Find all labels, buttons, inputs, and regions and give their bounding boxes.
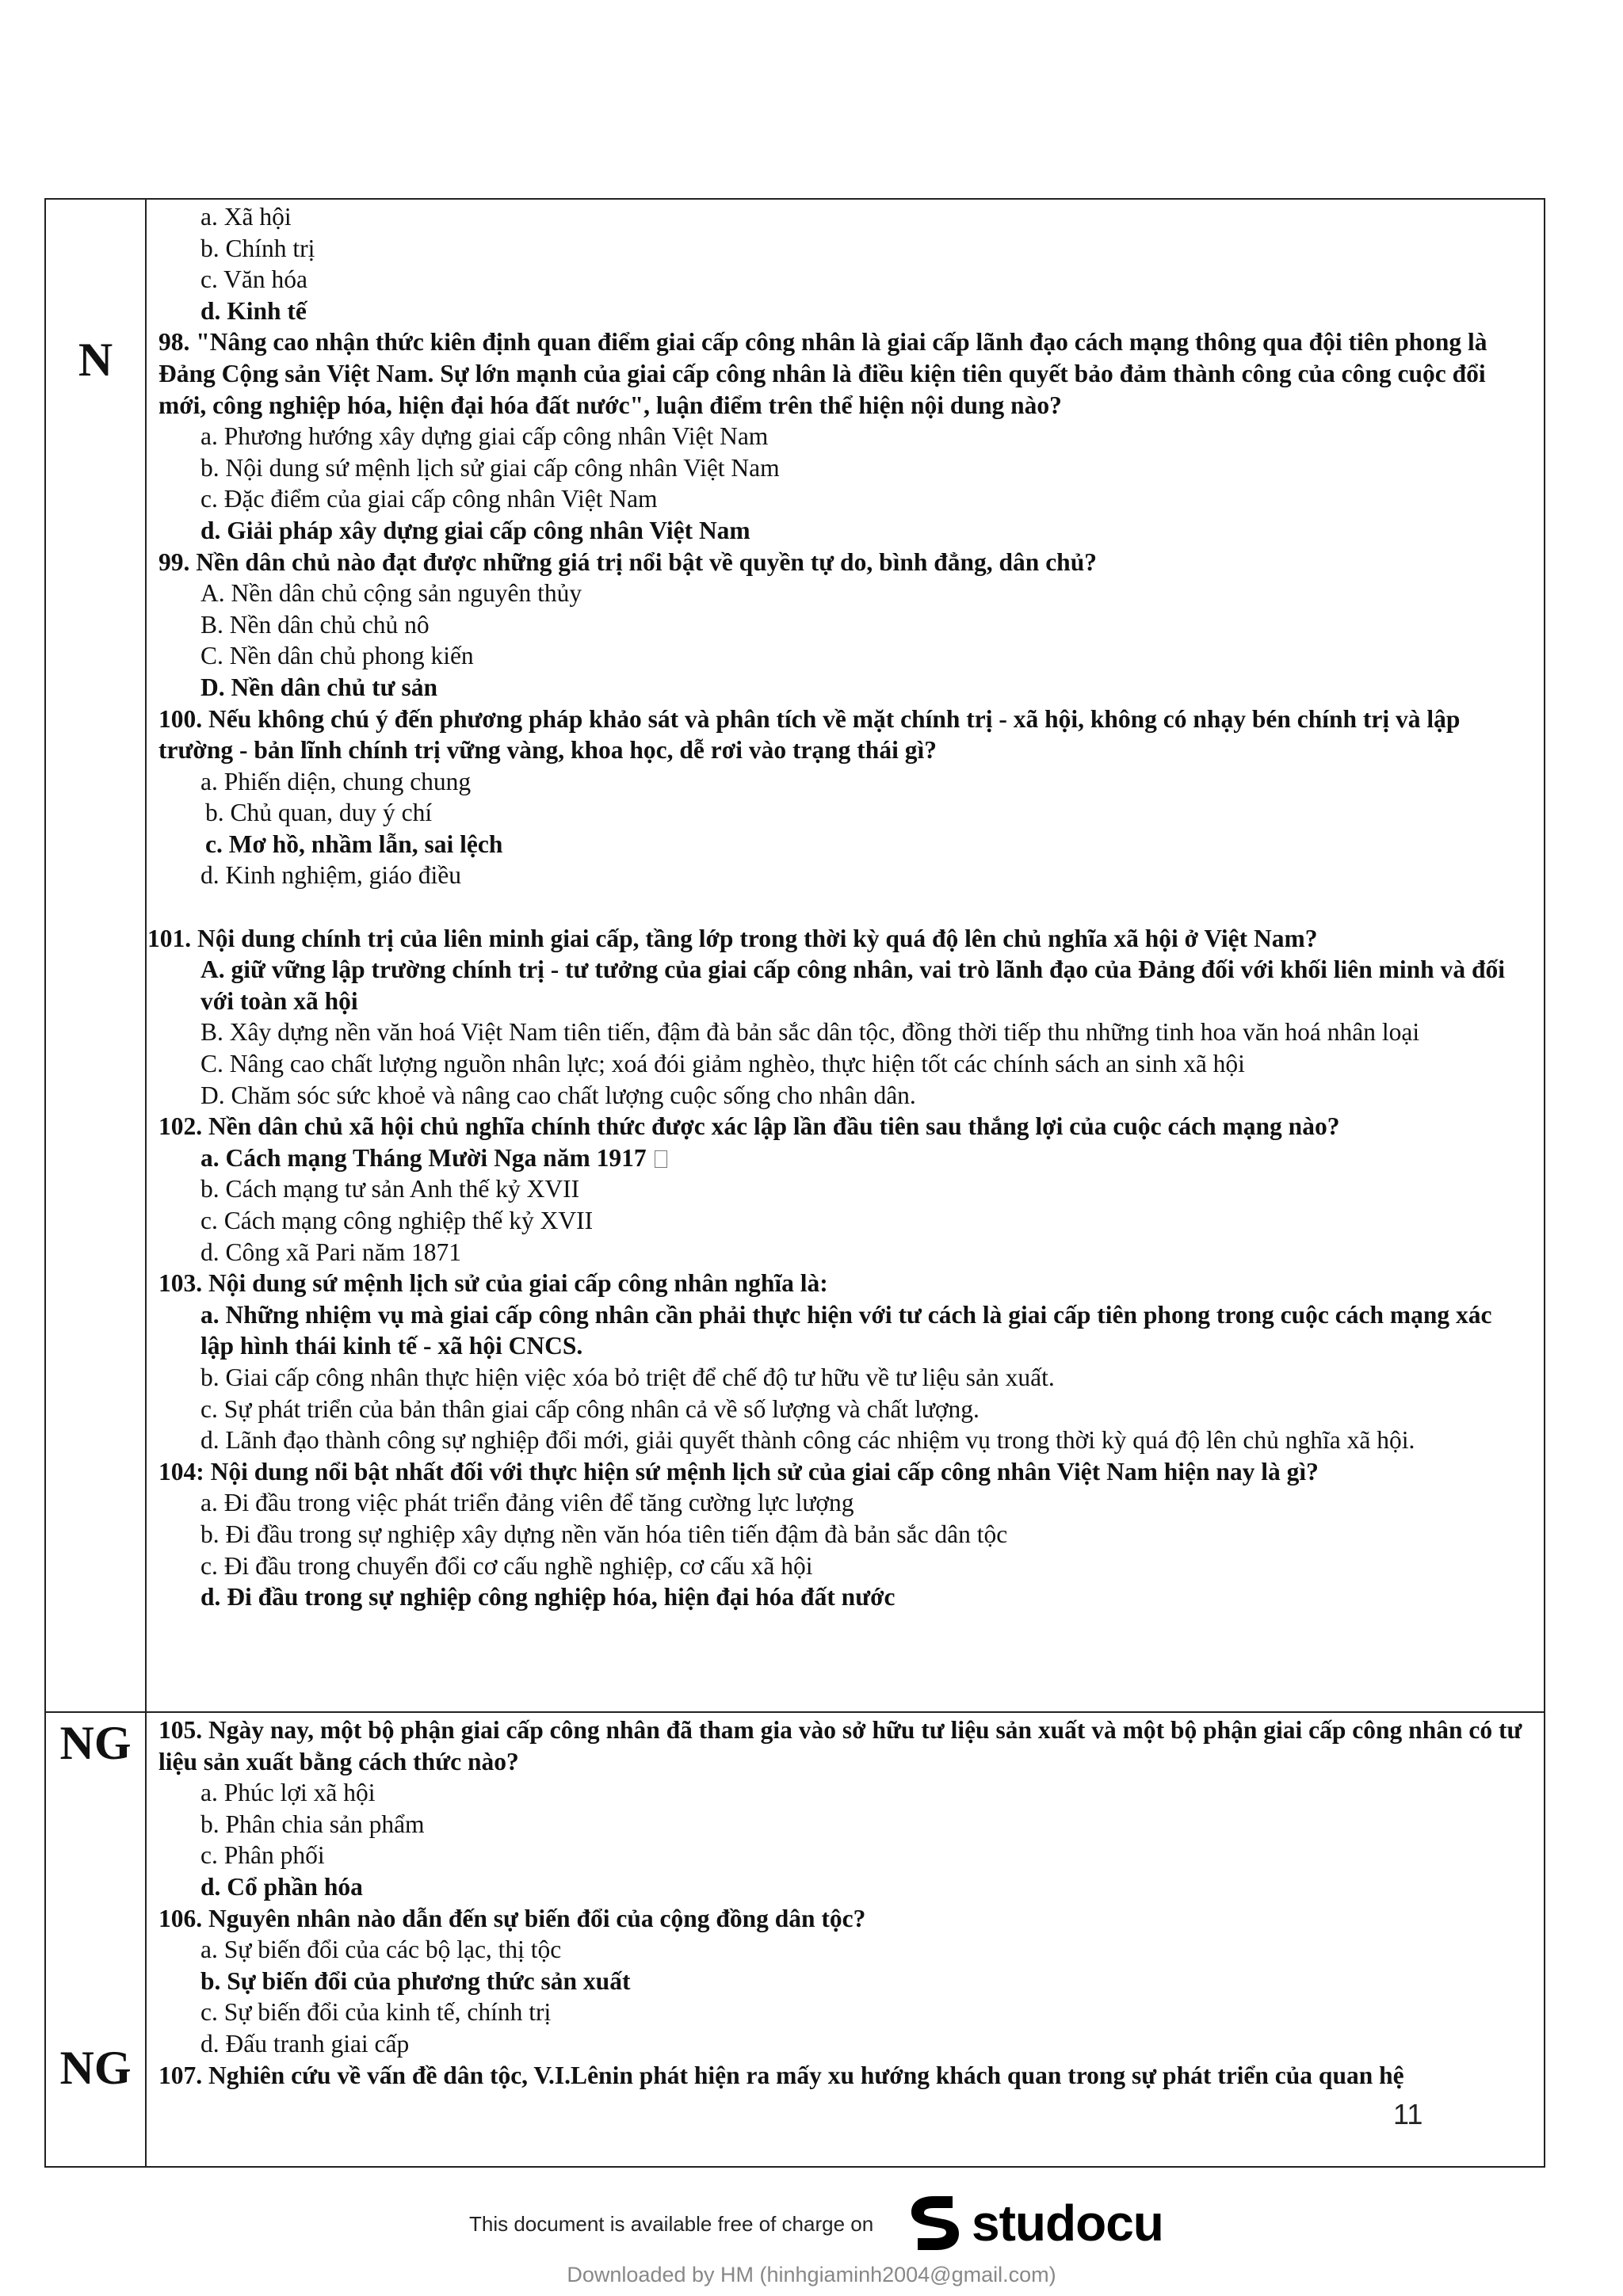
question-text bbox=[158, 1456, 1529, 1488]
line-text: C. Nâng cao chất lượng nguồn nhân lực; xoá đói giảm nghèo, thực hiện tốt các chính sách an sinh xã hội bbox=[200, 1050, 1245, 1078]
line-text: b. Nội dung sứ mệnh lịch sử giai cấp công nhân Việt Nam bbox=[200, 453, 780, 482]
line-text: d. Kinh tế bbox=[200, 296, 307, 325]
line-text: a. Đi đầu trong việc phát triển đảng viên để tăng cường lực lượng bbox=[200, 1489, 854, 1517]
answer-option bbox=[158, 797, 1529, 829]
answer-option bbox=[158, 483, 1529, 515]
line-text: c. Mơ hồ, nhầm lẫn, sai lệch bbox=[205, 830, 503, 858]
line-text: B. Nền dân chủ chủ nô bbox=[200, 610, 430, 639]
question-text bbox=[158, 704, 1529, 766]
row-label-2b: NG bbox=[59, 2042, 132, 2094]
answer-option bbox=[158, 1519, 1529, 1550]
answer-option bbox=[158, 1142, 1529, 1174]
answer-option bbox=[158, 1487, 1529, 1519]
line-text: c. Cách mạng công nghiệp thế kỷ XVII bbox=[200, 1207, 594, 1234]
line-text: D. Chăm sóc sức khoẻ và nâng cao chất lượng cuộc sống cho nhân dân. bbox=[200, 1081, 916, 1109]
row-label-1: N bbox=[78, 334, 113, 386]
line-text: 99. Nền dân chủ nào đạt được những giá trị nổi bật về quyền tự do, bình đẳng, dân chủ? bbox=[158, 547, 1097, 576]
line-text: d. Công xã Pari năm 1871 bbox=[200, 1238, 461, 1266]
answer-option bbox=[158, 1777, 1529, 1809]
line-text: a. Sự biến đổi của các bộ lạc, thị tộc bbox=[200, 1936, 562, 1964]
line-text: b. Phân chia sản phẩm bbox=[200, 1810, 425, 1838]
line-text: d. Lãnh đạo thành công sự nghiệp đổi mới, giải quyết thành công các nhiệm vụ trong thời kỳ quá độ lên chủ nghĩa xã hội. bbox=[200, 1426, 1415, 1455]
line-text: c. Văn hóa bbox=[200, 265, 307, 294]
line-text: 103. Nội dung sứ mệnh lịch sử của giai cấp công nhân nghĩa là: bbox=[158, 1269, 828, 1298]
line-text: 101. Nội dung chính trị của liên minh giai cấp, tầng lớp trong thời kỳ quá độ lên chủ nghĩa xã hội ở Việt Nam? bbox=[147, 924, 1318, 952]
line-text: 105. Ngày nay, một bộ phận giai cấp công nhân đã tham gia vào sở hữu tư liệu sản xuất và một bộ phận giai cấp công nhân có tư liệu sản xuất bằng cách thức nào? bbox=[158, 1716, 1522, 1775]
question-text bbox=[158, 2060, 1529, 2092]
line-text: A. Nền dân chủ cộng sản nguyên thủy bbox=[200, 579, 582, 608]
page-number: 11 bbox=[1393, 2098, 1423, 2130]
section-2-content bbox=[158, 1714, 1529, 2091]
line-text: a. Phương hướng xây dựng giai cấp công nhân Việt Nam bbox=[200, 422, 769, 451]
line-text: b. Đi đầu trong sự nghiệp xây dựng nền văn hóa tiên tiến đậm đà bản sắc dân tộc bbox=[200, 1520, 1008, 1548]
line-text: a. Xã hội bbox=[200, 203, 292, 231]
answer-option bbox=[158, 264, 1529, 296]
answer-option bbox=[158, 1048, 1529, 1080]
line-text: b. Chính trị bbox=[200, 234, 315, 262]
line-text: c. Đi đầu trong chuyển đổi cơ cấu nghề nghiệp, cơ cấu xã hội bbox=[200, 1551, 813, 1580]
line-text: b. Chủ quan, duy ý chí bbox=[205, 799, 433, 827]
question-text bbox=[158, 1903, 1529, 1935]
question-text bbox=[158, 1714, 1529, 1777]
line-text: d. Giải pháp xây dựng giai cấp công nhân Việt Nam bbox=[200, 516, 750, 544]
content-table bbox=[44, 198, 1545, 2168]
row-label-2: NG bbox=[59, 1717, 132, 1769]
answer-option bbox=[158, 1237, 1529, 1268]
line-text: A. giữ vững lập trường chính trị - tư tưởng của giai cấp công nhân, vai trò lãnh đạo của Đảng đối với khối liên minh và đối với toàn xã hội bbox=[200, 955, 1505, 1015]
column-divider bbox=[145, 200, 147, 2166]
line-text: 98. "Nâng cao nhận thức kiên định quan điểm giai cấp công nhân là giai cấp lãnh đạo cách mạng thông qua đội tiên phong là Đảng Cộng sản Việt Nam. Sự lớn mạnh của giai cấp công nhân là điều kiện tiên quyết bảo đảm thành công của công cuộc đổi mới, công nghiệp hóa, hiện đại hóa đất nước", luận điểm trên thể hiện nội dung nào? bbox=[158, 328, 1487, 419]
answer-option bbox=[158, 860, 1529, 891]
line-text: 107. Nghiên cứu về vấn đề dân tộc, V.I.Lênin phát hiện ra mấy xu hướng khách quan trong sự phát triển của quan hệ bbox=[158, 2061, 1404, 2089]
line-text: 100. Nếu không chú ý đến phương pháp khảo sát và phân tích về mặt chính trị - xã hội, không có nhạy bén chính trị và lập trường - bản lĩnh chính trị vững vàng, khoa học, dễ rơi vào trạng thái gì? bbox=[158, 704, 1461, 765]
answer-option bbox=[158, 1299, 1529, 1362]
line-text: d. Kinh nghiệm, giáo điều bbox=[200, 861, 461, 890]
answer-option bbox=[158, 2028, 1529, 2060]
answer-option bbox=[158, 1934, 1529, 1966]
answer-option bbox=[158, 1362, 1529, 1394]
answer-option bbox=[158, 640, 1529, 672]
answer-option bbox=[158, 954, 1529, 1016]
question-text bbox=[158, 547, 1529, 578]
line-text: d. Đấu tranh giai cấp bbox=[200, 2029, 410, 2058]
line-text: d. Cổ phần hóa bbox=[200, 1872, 363, 1901]
question-text bbox=[158, 1268, 1529, 1299]
line-text: b. Giai cấp công nhân thực hiện việc xóa bỏ triệt để chế độ tư hữu về tư liệu sản xuất. bbox=[200, 1363, 1055, 1391]
answer-option bbox=[158, 1966, 1529, 1997]
line-text: D. Nền dân chủ tư sản bbox=[200, 673, 437, 701]
line-text: a. Cách mạng Tháng Mười Nga năm 1917 bbox=[200, 1143, 647, 1172]
line-text: 104: Nội dung nổi bật nhất đối với thực hiện sứ mệnh lịch sử của giai cấp công nhân Việt Nam hiện nay là gì? bbox=[158, 1457, 1319, 1486]
row-divider bbox=[46, 1711, 1544, 1713]
line-text: a. Những nhiệm vụ mà giai cấp công nhân cần phải thực hiện với tư cách là giai cấp tiên phong trong cuộc cách mạng xác lập hình thái kinh tế - xã hội CNCS. bbox=[200, 1300, 1492, 1360]
line-text: 106. Nguyên nhân nào dẫn đến sự biến đổi của cộng đồng dân tộc? bbox=[158, 1904, 866, 1932]
answer-option bbox=[158, 515, 1529, 547]
answer-option bbox=[158, 672, 1529, 704]
question-text bbox=[147, 923, 1529, 955]
answer-option bbox=[158, 1581, 1529, 1613]
line-text: b. Sự biến đổi của phương thức sản xuất bbox=[200, 1966, 631, 1995]
line-text: d. Đi đầu trong sự nghiệp công nghiệp hóa, hiện đại hóa đất nước bbox=[200, 1583, 896, 1611]
answer-option bbox=[158, 1205, 1529, 1237]
answer-option bbox=[158, 452, 1529, 484]
answer-option bbox=[158, 1809, 1529, 1840]
answer-option bbox=[158, 578, 1529, 609]
question-text bbox=[158, 326, 1529, 421]
line-text: 102. Nền dân chủ xã hội chủ nghĩa chính thức được xác lập lần đầu tiên sau thắng lợi của cuộc cách mạng nào? bbox=[158, 1112, 1340, 1141]
line-text: c. Đặc điểm của giai cấp công nhân Việt Nam bbox=[200, 485, 658, 513]
section-1-content bbox=[147, 201, 1529, 1613]
answer-option bbox=[158, 829, 1529, 860]
answer-option bbox=[158, 609, 1529, 641]
answer-option bbox=[158, 1997, 1529, 2028]
placeholder-box-icon bbox=[655, 1150, 667, 1168]
answer-option bbox=[158, 1173, 1529, 1205]
line-text: a. Phúc lợi xã hội bbox=[200, 1779, 376, 1807]
question-text bbox=[158, 1111, 1529, 1142]
answer-option bbox=[158, 1871, 1529, 1903]
answer-option bbox=[158, 296, 1529, 327]
line-text: c. Sự phát triển của bản thân giai cấp công nhân cả về số lượng và chất lượng. bbox=[200, 1394, 980, 1423]
line-text: c. Phân phối bbox=[200, 1841, 325, 1870]
answer-option bbox=[158, 233, 1529, 265]
answer-option bbox=[158, 766, 1529, 798]
studocu-logo[interactable] bbox=[902, 2191, 1163, 2255]
line-text: b. Cách mạng tư sản Anh thế kỷ XVII bbox=[200, 1175, 580, 1203]
answer-option bbox=[158, 1840, 1529, 1871]
studocu-brand: studocu bbox=[972, 2195, 1163, 2252]
line-text: C. Nền dân chủ phong kiến bbox=[200, 642, 474, 670]
answer-option bbox=[158, 1394, 1529, 1425]
answer-option bbox=[158, 1425, 1529, 1456]
answer-option bbox=[158, 1080, 1529, 1112]
answer-option bbox=[158, 1550, 1529, 1582]
footer-available-text: This document is available free of charge on bbox=[469, 2212, 874, 2236]
answer-option bbox=[158, 201, 1529, 233]
downloaded-by: Downloaded by HM (hinhgiaminh2004@gmail.com) bbox=[567, 2263, 1056, 2286]
studocu-logo-icon bbox=[902, 2191, 965, 2255]
line-text: c. Sự biến đổi của kinh tế, chính trị bbox=[200, 1998, 552, 2027]
line-text: a. Phiến diện, chung chung bbox=[200, 767, 472, 795]
line-text: B. Xây dựng nền văn hoá Việt Nam tiên tiến, đậm đà bản sắc dân tộc, đồng thời tiếp thu những tinh hoa văn hoá nhân loại bbox=[200, 1018, 1420, 1047]
answer-option bbox=[158, 421, 1529, 452]
blank-line bbox=[158, 891, 1529, 923]
answer-option bbox=[158, 1016, 1529, 1048]
